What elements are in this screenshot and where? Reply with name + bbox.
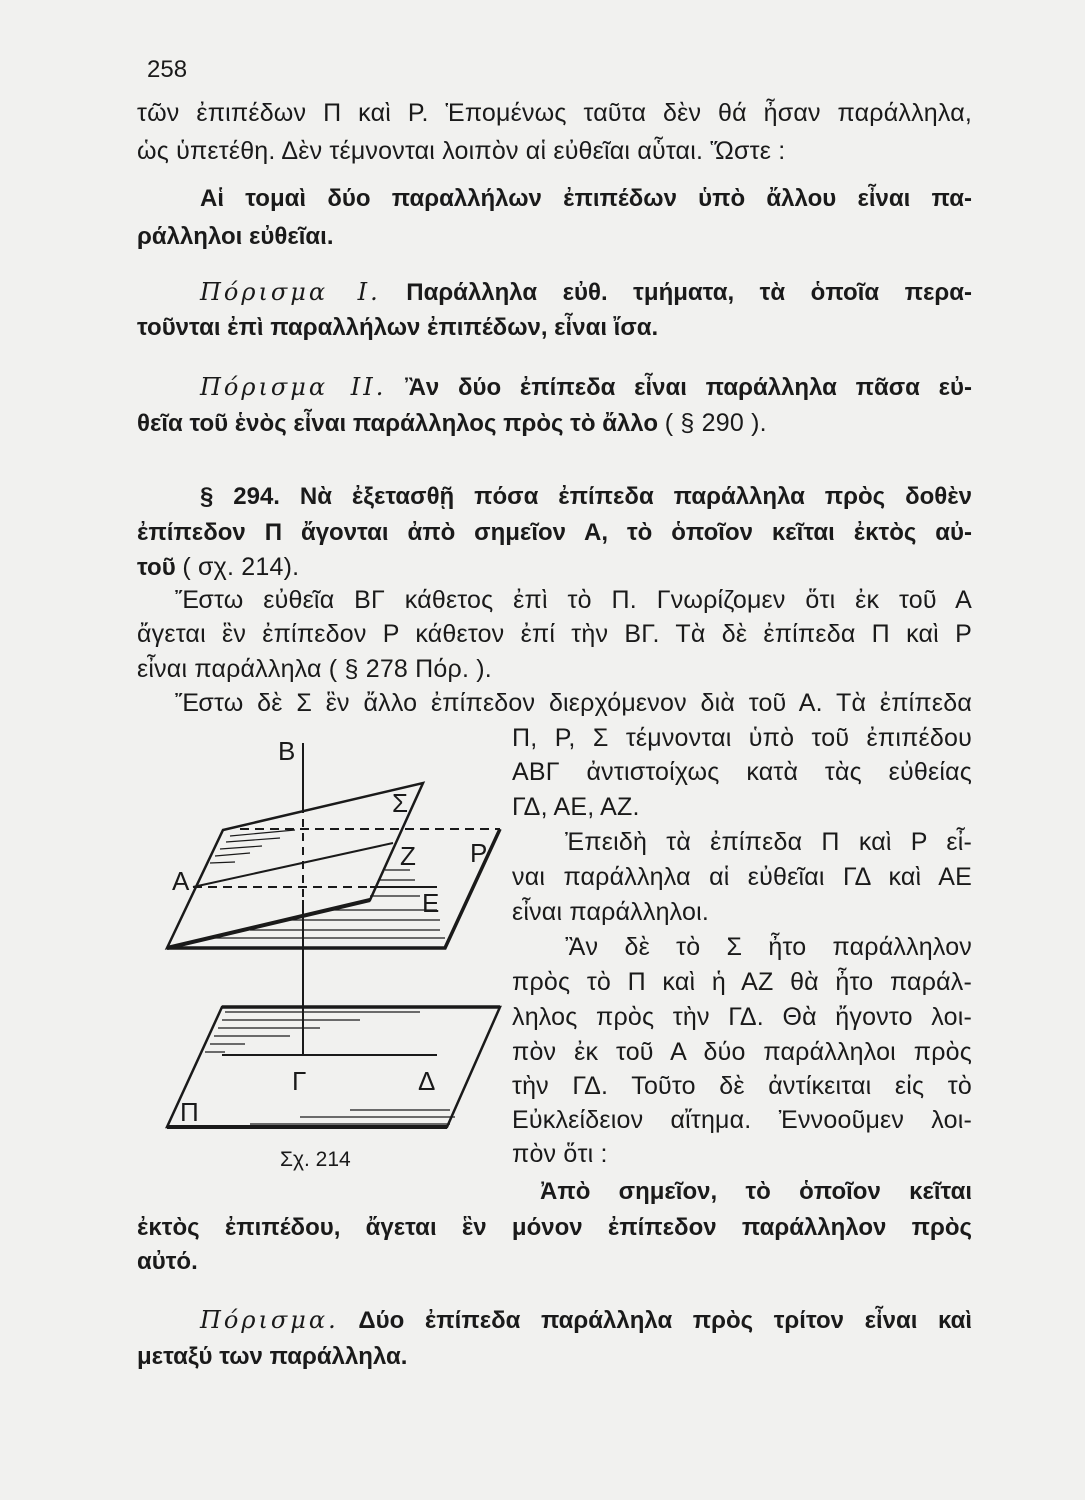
point-g: Γ [292, 1066, 307, 1096]
point-a: Α [172, 866, 190, 896]
text-line: Ἔστω δὲ Σ ἓν ἄλλο ἐπίπεδον διερχόμενον διὰ τοῦ Α. Τὰ ἐπίπεδα [175, 689, 972, 717]
corollary-label: Πόρισμα. [200, 1306, 339, 1334]
theorem-line: ἐκτὸς ἐπιπέδου, ἄγεται ἓν μόνον ἐπίπεδον παράλληλον πρὸς [137, 1214, 972, 1241]
theorem-line: αὐτό. [137, 1248, 198, 1275]
corollary-label: Πόρισμα ΙΙ. [200, 373, 387, 401]
text-line: ἄγεται ἓν ἐπίπεδον Ρ κάθετον ἐπί τὴν ΒΓ. Τὰ δὲ ἐπίπεδα Π καὶ Ρ [137, 620, 972, 648]
text-line: Ἔστω εὐθεῖα ΒΓ κάθετος ἐπὶ τὸ Π. Γνωρίζομεν ὅτι ἐκ τοῦ Α [175, 586, 972, 614]
text-span: θεῖα τοῦ ἑνὸς εἶναι παράλληλος πρὸς τὸ ἄλλο [137, 410, 659, 437]
corollary-text: Παράλληλα εὐθ. τμήματα, τὰ ὁποῖα περα- [406, 279, 973, 306]
text-line: πρὸς τὸ Π καὶ ἡ ΑΖ θὰ ἦτο παράλ- [512, 968, 972, 996]
point-pi: Π [180, 1097, 199, 1127]
corollary-text: Ἂν δύο ἐπίπεδα εἶναι παράλληλα πᾶσα εὐ- [405, 374, 972, 401]
text-line: ΓΔ, ΑΕ, ΑΖ. [512, 793, 640, 821]
text-line: πὸν ὅτι : [512, 1140, 608, 1168]
text-line: Π, Ρ, Σ τέμνονται ὑπὸ τοῦ ἐπιπέδου [512, 724, 972, 752]
text-line: μεταξύ των παράλληλα. [137, 1343, 408, 1370]
figure-reference: ( σχ. 214). [182, 553, 300, 581]
line-az [193, 843, 393, 887]
text-line: Ἂν δὲ τὸ Σ ἦτο παράλληλον [565, 933, 972, 961]
point-e: Ε [422, 888, 440, 918]
plane-pi [167, 1007, 500, 1127]
text-line: Ἐπειδὴ τὰ ἐπίπεδα Π καὶ Ρ εἶ- [565, 828, 972, 856]
section-heading: § 294. Νὰ ἐξετασθῇ πόσα ἐπίπεδα παράλληλα πρὸς δοθὲν [200, 483, 972, 510]
text-span: τοῦ [137, 554, 176, 581]
figure-caption: Σχ. 214 [280, 1148, 351, 1171]
corollary-label: Πόρισμα Ι. [200, 278, 381, 306]
corollary-text: Δύο ἐπίπεδα παράλληλα πρὸς τρίτον εἶναι καὶ [358, 1307, 972, 1334]
plane-sigma-edge [167, 900, 370, 948]
text-line: ληλος πρὸς τὴν ΓΔ. Θὰ ἤγοντο λοι- [512, 1003, 972, 1031]
text-line: ἐπίπεδον Π ἄγονται ἀπὸ σημεῖον Α, τὸ ὁποῖον κεῖται ἐκτὸς αὐ- [137, 519, 972, 546]
text-line: πὸν ἐκ τοῦ Α δύο παράλληλοι πρὸς [512, 1038, 972, 1066]
theorem-line: Ἀπὸ σημεῖον, τὸ ὁποῖον κεῖται [540, 1178, 972, 1205]
point-d: Δ [418, 1066, 436, 1096]
point-r: Ρ [470, 838, 488, 868]
text-line: ΑΒΓ ἀντιστοίχως κατὰ τὰς εὐθείας [512, 758, 972, 786]
theorem-line: Αἱ τομαὶ δύο παραλλήλων ἐπιπέδων ὑπὸ ἄλλου εἶναι πα- [200, 185, 972, 212]
text-line: εἶναι παράλληλα ( § 278 Πόρ. ). [137, 655, 492, 683]
point-b: Β [278, 736, 296, 766]
text-line: ὡς ὑπετέθη. Δὲν τέμνονται λοιπὸν αἱ εὐθεῖαι αὗται. Ὥστε : [137, 137, 786, 165]
text-line: Εὐκλείδειον αἴτημα. Ἐννοοῦμεν λοι- [512, 1106, 972, 1134]
text-line: εἶναι παράλληλοι. [512, 898, 710, 926]
text-line: τὴν ΓΔ. Τοῦτο δὲ ἀντίκειται εἰς τὸ [512, 1072, 972, 1100]
text-line: τῶν ἐπιπέδων Π καὶ Ρ. Ἑπομένως ταῦτα δὲν θά ἦσαν παράλληλα, [137, 99, 972, 127]
text-line: ναι παράλληλα αἱ εὐθεῖαι ΓΔ καὶ ΑΕ [512, 863, 972, 891]
text-line: τοῦνται ἐπὶ παραλλήλων ἐπιπέδων, εἶναι ἴσα. [137, 314, 659, 341]
point-z: Ζ [400, 841, 416, 871]
point-sigma: Σ [392, 788, 409, 818]
page-number: 258 [147, 56, 188, 83]
section-reference: ( § 290 ). [664, 409, 767, 437]
theorem-line: ράλληλοι εὐθεῖαι. [137, 223, 334, 250]
